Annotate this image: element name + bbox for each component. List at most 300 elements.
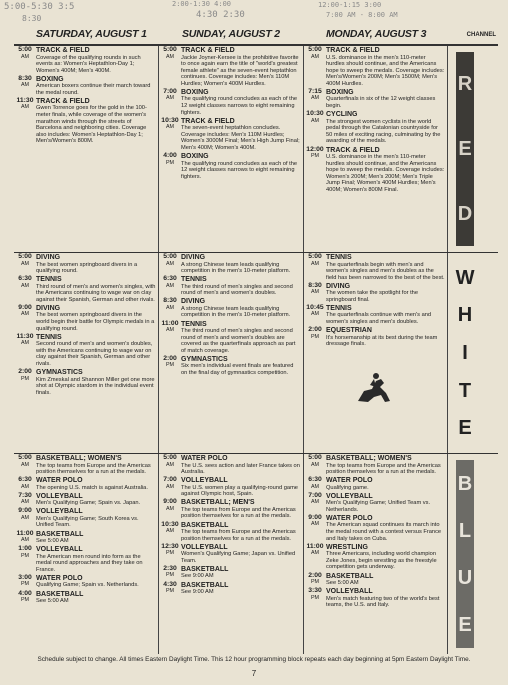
program-body xyxy=(326,493,447,514)
program-time xyxy=(304,588,326,609)
column-sunday xyxy=(159,253,304,453)
program-title: GYMNASTICS xyxy=(36,369,83,377)
time-ampm: AM xyxy=(310,461,320,468)
time-hour: 11:00 xyxy=(306,542,324,550)
program-time xyxy=(304,305,326,326)
program-title: WATER POLO xyxy=(326,514,373,522)
program-entry xyxy=(14,276,158,303)
time-hour: 8:30 xyxy=(18,74,32,82)
program-body xyxy=(326,544,447,571)
program-title: WRESTLING xyxy=(326,543,368,551)
program-time xyxy=(304,89,326,110)
program-entry xyxy=(14,546,158,573)
time-hour: 10:30 xyxy=(161,520,179,528)
program-title: TRACK & FIELD xyxy=(36,47,90,54)
program-body xyxy=(181,153,303,180)
program-time xyxy=(304,477,326,491)
time-hour: 11:30 xyxy=(16,96,34,104)
time-hour: 9:00 xyxy=(18,303,32,311)
program-body xyxy=(36,531,158,545)
program-entry xyxy=(304,544,447,571)
program-title: DIVING xyxy=(326,282,351,290)
program-description: See 5:00 AM xyxy=(36,538,69,545)
program-body xyxy=(181,254,303,275)
program-title: WATER POLO xyxy=(181,455,228,462)
program-body xyxy=(181,321,303,355)
program-body xyxy=(36,493,158,507)
program-body xyxy=(36,591,158,605)
program-body xyxy=(326,147,447,194)
time-ampm: AM xyxy=(165,505,175,512)
program-description: Jackie Joyner-Kersee is the prohibitive favorite to once again earn the title of "world's greatest female athlete" as the seven-event heptathlon continues. Coverage includes: Men's 110M Hurdles; Women's 400M Hurdles. xyxy=(181,54,299,87)
program-time xyxy=(304,544,326,571)
time-hour: 2:30 xyxy=(163,564,177,572)
program-entry xyxy=(159,477,303,498)
program-description: U.S. dominance in the men's 110-meter hurdles should continue, and the Americans hope to sweep the medals. Coverage includes: Men's/Women's 200M; Men's 1500M; Men's 400M Hurdles. xyxy=(326,54,445,87)
program-entry xyxy=(159,522,303,543)
program-body xyxy=(326,515,447,542)
time-ampm: AM xyxy=(165,528,175,535)
time-hour: 12:00 xyxy=(306,145,324,153)
program-title: TENNIS xyxy=(36,333,62,341)
program-description: The third round of men's singles and second round of men's and women's doubles are covered as the quarterfinals approach as part of match coverage. xyxy=(181,328,296,354)
time-ampm: AM xyxy=(165,327,175,334)
program-title: WATER POLO xyxy=(36,477,83,485)
program-entry xyxy=(304,588,447,609)
program-time xyxy=(159,118,181,152)
time-ampm: PM xyxy=(310,594,320,601)
time-hour: 4:00 xyxy=(163,152,177,160)
program-body xyxy=(326,254,447,281)
program-description: Qualifying Game; Spain vs. Netherlands. xyxy=(36,582,139,589)
program-body xyxy=(36,477,158,491)
program-body xyxy=(326,477,447,491)
program-title: BOXING xyxy=(181,153,209,161)
program-title: TRACK & FIELD xyxy=(326,146,380,154)
program-description: The quarterfinals continue with men's and women's singles and men's doubles. xyxy=(326,312,432,326)
time-ampm: AM xyxy=(310,289,320,296)
program-title: DIVING xyxy=(181,254,206,261)
time-hour: 7:15 xyxy=(308,87,322,95)
program-body xyxy=(181,276,303,297)
time-ampm: AM xyxy=(20,340,30,347)
program-title: WATER POLO xyxy=(36,574,83,582)
program-entry xyxy=(159,276,303,297)
program-entry xyxy=(14,477,158,491)
channel-letter: L xyxy=(458,519,472,542)
program-entry xyxy=(14,98,158,145)
program-body xyxy=(326,305,447,326)
time-hour: 11:00 xyxy=(161,319,179,327)
time-hour: 5:00 xyxy=(308,454,322,461)
time-hour: 7:00 xyxy=(163,87,177,95)
program-description: The U.S. women play a qualifying-round game against Olympic host, Spain. xyxy=(181,484,298,498)
program-body xyxy=(181,522,303,543)
program-description: See 5:00 AM xyxy=(36,598,69,605)
time-hour: 5:00 xyxy=(163,253,177,260)
equestrian-rider-icon xyxy=(354,371,394,405)
program-body xyxy=(36,369,158,396)
program-body xyxy=(181,455,303,476)
program-title: BASKETBALL xyxy=(181,521,229,529)
program-entry xyxy=(14,47,158,74)
program-time xyxy=(14,98,36,145)
time-hour: 6:30 xyxy=(308,476,322,484)
time-ampm: AM xyxy=(310,550,320,557)
program-entry xyxy=(304,89,447,110)
channel-letter: B xyxy=(457,472,473,495)
time-ampm: AM xyxy=(310,499,320,506)
program-body xyxy=(326,573,447,587)
time-ampm: PM xyxy=(165,159,175,166)
time-ampm: AM xyxy=(310,483,320,490)
program-time xyxy=(14,493,36,507)
program-body xyxy=(36,76,158,97)
time-hour: 3:00 xyxy=(18,573,32,581)
program-title: TRACK & FIELD xyxy=(181,47,235,54)
time-ampm: AM xyxy=(165,461,175,468)
program-entry xyxy=(159,455,303,476)
program-entry xyxy=(14,334,158,368)
time-ampm: AM xyxy=(165,483,175,490)
time-ampm: PM xyxy=(165,362,175,369)
time-ampm: AM xyxy=(165,53,175,60)
program-entry xyxy=(159,89,303,116)
program-body xyxy=(326,111,447,145)
time-ampm: PM xyxy=(165,588,175,595)
channel-letter: U xyxy=(457,566,473,589)
column-saturday xyxy=(14,454,159,654)
program-body xyxy=(36,546,158,573)
program-entry xyxy=(159,153,303,180)
program-description: The women take the spotlight for the springboard final. xyxy=(326,290,418,303)
channel-letters xyxy=(456,460,474,648)
program-entry xyxy=(159,47,303,87)
time-ampm: AM xyxy=(310,521,320,528)
program-time xyxy=(14,531,36,545)
channel-letter: E xyxy=(458,613,472,636)
program-time xyxy=(159,89,181,116)
program-time xyxy=(14,477,36,491)
program-entry xyxy=(304,283,447,304)
program-entry xyxy=(159,321,303,355)
program-description: The top teams from Europe and the Americas position themselves for a run at the medals. xyxy=(326,462,441,476)
time-ampm: PM xyxy=(20,375,30,382)
program-body xyxy=(36,334,158,368)
program-body xyxy=(181,566,303,580)
column-monday xyxy=(304,253,448,453)
program-body xyxy=(181,89,303,116)
scribble-4: 4:30 2:30 xyxy=(196,10,245,20)
program-entry xyxy=(159,118,303,152)
program-time xyxy=(304,283,326,304)
program-entry xyxy=(14,591,158,605)
channel-block-white xyxy=(14,252,498,453)
time-hour: 11:00 xyxy=(16,529,34,537)
program-title: BASKETBALL xyxy=(36,590,84,598)
program-description: The best women springboard divers in a qualifying round. xyxy=(36,261,138,275)
program-entry xyxy=(14,575,158,589)
program-title: TENNIS xyxy=(181,276,207,284)
program-entry xyxy=(14,455,158,476)
program-time xyxy=(14,254,36,275)
time-hour: 5:00 xyxy=(308,46,322,53)
program-body xyxy=(36,254,158,275)
program-entry xyxy=(304,111,447,145)
scribble-1: 5:00-5:30 3:5 xyxy=(4,2,75,12)
program-description: The top teams from Europe and the Americas position themselves for a run at the medals. xyxy=(36,462,151,476)
program-description: See 9:00 AM xyxy=(181,589,214,596)
program-entry xyxy=(14,305,158,332)
program-title: VOLLEYBALL xyxy=(181,477,228,485)
program-description: U.S. dominance in the men's 110-meter hurdles should continue, and the Americans hope to sweep the medals. Coverage includes: Women's 200M; Men's 200M; Men's Triple Jump Final; Women's 400M Hurdles; Men's 400M; Women's 800M Final. xyxy=(326,154,445,193)
program-body xyxy=(181,582,303,596)
program-description: Qualifying game. xyxy=(326,484,369,491)
program-entry xyxy=(304,305,447,326)
program-title: BOXING xyxy=(181,88,209,96)
time-ampm: AM xyxy=(20,514,30,521)
program-title: TENNIS xyxy=(181,320,207,328)
time-hour: 5:00 xyxy=(18,253,32,260)
program-description: Second round of men's and women's doubles, with the Americans continuing to wage war on clay against their Spanish, German and other rivals. xyxy=(36,341,153,368)
time-ampm: AM xyxy=(165,282,175,289)
program-body xyxy=(326,283,447,304)
channel-badge-blue xyxy=(448,454,498,654)
day-header-sunday: SUNDAY, AUGUST 2 xyxy=(182,28,280,40)
time-hour: 8:30 xyxy=(308,281,322,289)
schedule-footnote: Schedule subject to change. All times Eastern Daylight Time. This 12 hour programming block repeats each day beginning at 5pm Eastern Daylight Time. xyxy=(37,656,471,663)
time-hour: 6:30 xyxy=(18,476,32,484)
time-hour: 5:00 xyxy=(308,253,322,260)
program-time xyxy=(304,515,326,542)
program-title: VOLLEYBALL xyxy=(36,546,83,554)
program-title: BASKETBALL xyxy=(181,565,229,573)
channel-badge-red xyxy=(448,46,498,252)
program-title: BASKETBALL xyxy=(36,530,84,538)
program-time xyxy=(304,493,326,514)
program-time xyxy=(304,455,326,476)
schedule-grid xyxy=(14,45,498,653)
time-hour: 5:00 xyxy=(163,454,177,461)
program-time xyxy=(159,582,181,596)
program-entry xyxy=(14,254,158,275)
program-entry xyxy=(304,477,447,491)
program-time xyxy=(159,254,181,275)
time-ampm: AM xyxy=(165,260,175,267)
program-body xyxy=(36,508,158,529)
program-time xyxy=(159,47,181,87)
program-time xyxy=(14,76,36,97)
handwritten-notes xyxy=(0,0,508,30)
time-hour: 5:00 xyxy=(163,46,177,53)
program-entry xyxy=(304,327,447,348)
time-hour: 2:00 xyxy=(18,368,32,376)
time-ampm: AM xyxy=(165,95,175,102)
program-time xyxy=(14,455,36,476)
channel-letter: R xyxy=(457,73,473,96)
program-description: The qualifying round concludes as each of the 12 weight classes narrows to eight remaining fighters. xyxy=(181,160,298,180)
program-description: The opening U.S. match is against Australia. xyxy=(36,484,148,491)
time-ampm: AM xyxy=(20,499,30,506)
program-time xyxy=(304,254,326,281)
program-description: The strongest women cyclists in the world pedal through the Catalonian countryside for 50 miles of exciting racing, culminating by the awarding of the medals. xyxy=(326,118,441,145)
program-description: Third round of men's and women's singles, with the Americans continuing to wage war on clay against their Spanish, German and other rivals. xyxy=(36,283,156,303)
program-title: VOLLEYBALL xyxy=(181,543,228,551)
program-entry xyxy=(304,493,447,514)
program-entry xyxy=(159,582,303,596)
program-description: The U.S. sees action and later France takes on Australia. xyxy=(181,462,300,476)
program-time xyxy=(304,327,326,348)
program-title: CYCLING xyxy=(326,111,358,119)
program-time xyxy=(159,356,181,377)
program-description: The American squad continues its march into the medal round with a contest versus France and Italy takes on Cuba. xyxy=(326,522,442,542)
time-hour: 8:30 xyxy=(163,297,177,305)
column-monday xyxy=(304,454,448,654)
channel-letter: T xyxy=(458,379,472,402)
program-title: BOXING xyxy=(36,75,64,83)
program-entry xyxy=(14,369,158,396)
time-ampm: AM xyxy=(20,461,30,468)
time-ampm: PM xyxy=(165,550,175,557)
time-hour: 2:00 xyxy=(308,326,322,334)
program-time xyxy=(159,298,181,319)
program-title: VOLLEYBALL xyxy=(326,492,373,500)
column-sunday xyxy=(159,46,304,252)
column-saturday xyxy=(14,253,159,453)
time-ampm: AM xyxy=(310,117,320,124)
program-description: The seven-event heptathlon concludes. Coverage includes: Men's 110M Hurdles; Women's 3000M Final; Men's High Jump Final; Men's 400M; Women's 400M. xyxy=(181,125,300,152)
program-description: American boxers continue their march toward the medal round. xyxy=(36,83,151,96)
program-description: The quarterfinals begin with men's and women's singles and men's doubles as the field has been narrowed to the best of the best. xyxy=(326,261,445,281)
program-body xyxy=(326,89,447,110)
program-body xyxy=(181,544,303,565)
program-description: See 5:00 AM xyxy=(326,580,359,587)
program-body xyxy=(181,356,303,377)
time-ampm: AM xyxy=(310,53,320,60)
program-body xyxy=(36,575,158,589)
channel-badge-white xyxy=(448,253,498,453)
program-entry xyxy=(14,76,158,97)
column-sunday xyxy=(159,454,304,654)
program-entry xyxy=(304,254,447,281)
program-body xyxy=(181,298,303,319)
time-ampm: PM xyxy=(20,581,30,588)
time-hour: 6:30 xyxy=(18,275,32,283)
program-description: Six men's individual event finals are featured on the final day of gymnastics competition. xyxy=(181,363,294,377)
program-time xyxy=(304,573,326,587)
program-description: It's horsemanship at its best during the team dressage finals. xyxy=(326,334,438,348)
day-header-monday: MONDAY, AUGUST 3 xyxy=(326,28,427,40)
program-body xyxy=(326,327,447,348)
program-description: The third round of men's singles and second round of men's and women's doubles. xyxy=(181,283,293,297)
program-time xyxy=(159,566,181,580)
channel-block-red xyxy=(14,45,498,252)
program-title: VOLLEYBALL xyxy=(36,508,83,516)
program-title: TENNIS xyxy=(36,276,62,284)
program-description: The top teams from Europe and the Americas position themselves for a run at the medals. xyxy=(181,529,296,542)
channel-header: CHANNEL xyxy=(466,32,496,38)
time-hour: 7:00 xyxy=(308,491,322,499)
scribble-2: 8:30 xyxy=(22,14,42,23)
time-hour: 2:00 xyxy=(308,571,322,579)
program-time xyxy=(14,47,36,74)
channel-letter: H xyxy=(457,304,473,327)
program-description: Men's Qualifying Game; Unified Team vs. Netherlands. xyxy=(326,500,431,513)
program-description: Men's match featuring two of the world's best teams, the U.S. and Italy. xyxy=(326,595,440,609)
program-title: BASKETBALL; WOMEN'S xyxy=(326,455,412,462)
program-time xyxy=(14,591,36,605)
program-time xyxy=(14,334,36,368)
program-entry xyxy=(304,573,447,587)
time-hour: 3:30 xyxy=(308,587,322,595)
program-entry xyxy=(159,544,303,565)
time-ampm: AM xyxy=(310,260,320,267)
program-body xyxy=(326,455,447,476)
program-entry xyxy=(159,566,303,580)
program-time xyxy=(159,321,181,355)
channel-letters xyxy=(456,259,474,447)
program-time xyxy=(159,455,181,476)
time-ampm: PM xyxy=(310,579,320,586)
program-entry xyxy=(14,508,158,529)
time-hour: 11:30 xyxy=(16,332,34,340)
time-hour: 4:00 xyxy=(18,589,32,597)
time-ampm: AM xyxy=(165,124,175,131)
program-description: Gwen Torrence goes for the gold in the 100-meter finals, while coverage of the women's marathon winds through the streets of Barcelona and neighboring cities. Coverage also includes: Women's Heptathlon-Day 1; Men's/Women's 800M. xyxy=(36,105,147,145)
time-ampm: AM xyxy=(20,483,30,490)
scribble-5: 12:00-1:15 3:00 xyxy=(318,1,382,9)
time-hour: 6:30 xyxy=(163,275,177,283)
time-hour: 10:30 xyxy=(161,116,179,124)
program-body xyxy=(36,305,158,332)
time-hour: 10:30 xyxy=(306,110,324,118)
page-number: 7 xyxy=(251,669,257,678)
time-ampm: AM xyxy=(20,53,30,60)
time-hour: 4:30 xyxy=(163,580,177,588)
program-title: EQUESTRIAN xyxy=(326,327,372,335)
program-description: Coverage of the qualifying rounds in such events as: Women's Heptathlon-Day 1; Women's 400M; Men's 400M. xyxy=(36,54,141,74)
time-hour: 9:00 xyxy=(18,507,32,515)
scribble-6: 7:00 AM - 8:00 AM xyxy=(326,11,398,19)
channel-letter: D xyxy=(457,202,473,225)
program-title: TENNIS xyxy=(326,254,352,261)
program-body xyxy=(181,477,303,498)
program-body xyxy=(181,118,303,152)
column-monday xyxy=(304,46,448,252)
time-ampm: PM xyxy=(310,153,320,160)
program-time xyxy=(14,575,36,589)
program-body xyxy=(36,455,158,476)
program-title: DIVING xyxy=(36,254,61,261)
time-hour: 7:00 xyxy=(163,476,177,484)
program-time xyxy=(159,276,181,297)
program-body xyxy=(36,47,158,74)
program-body xyxy=(326,47,447,87)
program-description: The American men round into form as the medal round approaches and they take on France. xyxy=(36,553,143,573)
program-description: Kim Zmeskal and Shannon Miller get one more shot at Olympic stardom in the individual event finals. xyxy=(36,376,155,396)
channel-letter: I xyxy=(462,341,468,364)
program-description: A strong Chinese team leads qualifying competition in the men's 10-meter platform. xyxy=(181,261,291,275)
scribble-3: 2:00-1:30 4:00 xyxy=(172,0,232,8)
program-title: TRACK & FIELD xyxy=(181,117,235,125)
time-ampm: AM xyxy=(310,95,320,102)
time-hour: 9:00 xyxy=(308,513,322,521)
channel-letter: E xyxy=(458,137,472,160)
program-title: BOXING xyxy=(326,88,354,96)
program-title: DIVING xyxy=(181,298,206,306)
time-hour: 9:00 xyxy=(163,498,177,506)
program-title: DIVING xyxy=(36,304,61,312)
